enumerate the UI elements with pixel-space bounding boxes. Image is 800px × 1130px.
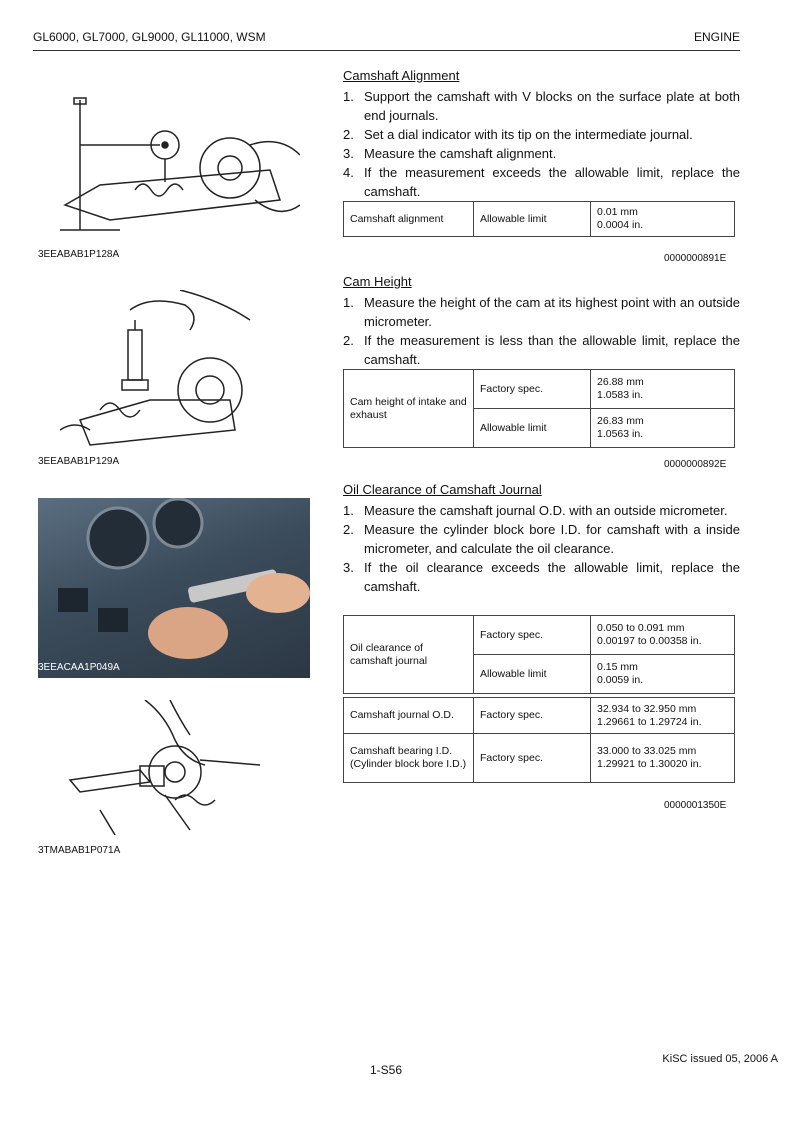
value-imperial: 0.0059 in. xyxy=(597,674,644,686)
step-number: 4. xyxy=(343,165,354,180)
step-text: Support the camshaft with V blocks on the surface plate at both end journals. xyxy=(364,89,740,123)
table-label-cell: Allowable limit xyxy=(474,202,591,237)
cylinder-block-photo-drawing xyxy=(38,498,310,678)
doc-code-892e: 0000000892E xyxy=(664,459,727,470)
step-number: 2. xyxy=(343,127,354,142)
camshaft-alignment-table xyxy=(343,201,735,237)
oil-clearance-steps xyxy=(343,501,740,596)
step-number: 3. xyxy=(343,560,354,575)
step-item xyxy=(343,163,740,201)
table-value-cell xyxy=(591,409,735,448)
value-metric: 0.050 to 0.091 mm xyxy=(597,622,685,634)
step-number: 2. xyxy=(343,522,354,537)
cylinder-block-photo xyxy=(38,498,310,678)
table-item-cell: Camshaft bearing I.D. (Cylinder block bore I.D.) xyxy=(344,734,474,783)
table-label-cell: Factory spec. xyxy=(474,734,591,783)
value-imperial: 1.0563 in. xyxy=(597,428,644,440)
step-text: If the measurement is less than the allowable limit, replace the camshaft. xyxy=(364,333,740,367)
page-number: 1-S56 xyxy=(370,1063,403,1077)
step-number: 3. xyxy=(343,146,354,161)
step-number: 1. xyxy=(343,89,354,104)
value-imperial: 0.00197 to 0.00358 in. xyxy=(597,635,702,647)
table-value-cell xyxy=(591,734,735,783)
step-item xyxy=(343,144,740,163)
table-item-cell: Cam height of intake and exhaust xyxy=(344,370,474,448)
table-value-cell xyxy=(591,698,735,734)
step-text: If the measurement exceeds the allowable limit, replace the camshaft. xyxy=(364,165,740,199)
value-metric: 26.83 mm xyxy=(597,415,644,427)
step-item xyxy=(343,558,740,596)
step-number: 2. xyxy=(343,333,354,348)
step-item xyxy=(343,293,740,331)
table-label-cell: Factory spec. xyxy=(474,616,591,655)
figure-label-049a: 3EEACAA1P049A xyxy=(38,662,120,673)
doc-code-891e: 0000000891E xyxy=(664,253,727,264)
value-imperial: 1.29921 to 1.30020 in. xyxy=(597,758,702,770)
camshaft-alignment-figure xyxy=(40,90,300,240)
value-metric: 0.15 mm xyxy=(597,661,638,673)
value-imperial: 1.0583 in. xyxy=(597,389,644,401)
step-text: Measure the cylinder block bore I.D. for camshaft with a inside micrometer, and calculate the oil clearance. xyxy=(364,522,740,556)
step-item xyxy=(343,501,740,520)
header-manual-title: GL6000, GL7000, GL9000, GL11000, WSM xyxy=(33,30,266,44)
journal-bearing-table xyxy=(343,697,735,783)
table-label-cell: Factory spec. xyxy=(474,370,591,409)
header-section-title: ENGINE xyxy=(693,30,740,44)
step-text: If the oil clearance exceeds the allowable limit, replace the camshaft. xyxy=(364,560,740,594)
value-imperial: 0.0004 in. xyxy=(597,219,644,231)
section-title-camshaft-alignment: Camshaft Alignment xyxy=(343,68,460,83)
oil-clearance-table xyxy=(343,615,735,694)
table-label-cell: Factory spec. xyxy=(474,698,591,734)
value-metric: 32.934 to 32.950 mm xyxy=(597,702,697,715)
step-item xyxy=(343,520,740,558)
camshaft-alignment-steps xyxy=(343,87,740,201)
table-label-cell: Allowable limit xyxy=(474,409,591,448)
figure-label-128a: 3EEABAB1P128A xyxy=(38,249,120,260)
journal-od-figure xyxy=(60,700,270,835)
step-number: 1. xyxy=(343,295,354,310)
step-number: 1. xyxy=(343,503,354,518)
doc-code-1350e: 0000001350E xyxy=(664,800,727,811)
table-item-cell: Camshaft alignment xyxy=(344,202,474,237)
section-title-cam-height: Cam Height xyxy=(343,274,412,289)
value-metric: 0.01 mm xyxy=(597,206,638,218)
table-value-cell xyxy=(591,370,735,409)
header-divider xyxy=(33,50,740,51)
value-metric: 26.88 mm xyxy=(597,376,644,388)
table-label-cell: Allowable limit xyxy=(474,655,591,694)
table-value-cell xyxy=(591,616,735,655)
step-item xyxy=(343,331,740,369)
step-item xyxy=(343,87,740,125)
step-text: Measure the camshaft alignment. xyxy=(364,146,557,161)
table-value-cell xyxy=(591,202,735,237)
step-item xyxy=(343,125,740,144)
value-imperial: 1.29661 to 1.29724 in. xyxy=(597,715,702,728)
issue-note: KiSC issued 05, 2006 A xyxy=(662,1053,778,1065)
step-text: Measure the height of the cam at its highest point with an outside micrometer. xyxy=(364,295,740,329)
table-item-cell: Oil clearance of camshaft journal xyxy=(344,616,474,694)
figure-label-071a: 3TMABAB1P071A xyxy=(38,845,121,856)
step-text: Set a dial indicator with its tip on the intermediate journal. xyxy=(364,127,693,142)
cam-height-steps xyxy=(343,293,740,369)
table-value-cell xyxy=(591,655,735,694)
step-text: Measure the camshaft journal O.D. with an outside micrometer. xyxy=(364,503,728,518)
cam-height-table xyxy=(343,369,735,448)
section-title-oil-clearance: Oil Clearance of Camshaft Journal xyxy=(343,482,542,497)
table-item-cell: Camshaft journal O.D. xyxy=(344,698,474,734)
cam-height-figure xyxy=(60,290,260,450)
figure-label-129a: 3EEABAB1P129A xyxy=(38,456,120,467)
value-metric: 33.000 to 33.025 mm xyxy=(597,745,697,757)
